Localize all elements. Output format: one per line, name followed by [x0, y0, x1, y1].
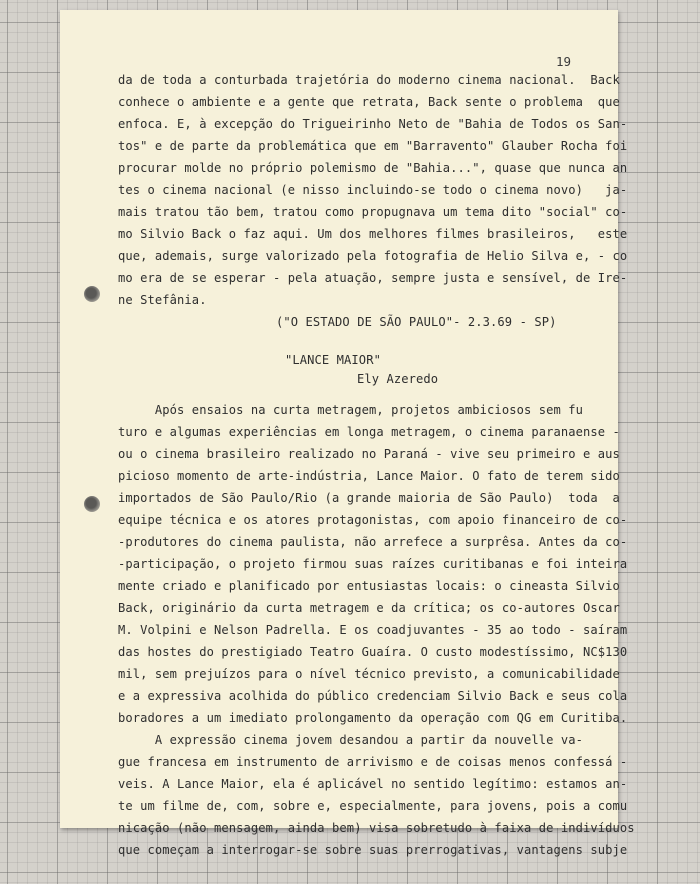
text-line: Back, originário da curta metragem e da crítica; os co-autores Oscar [118, 601, 620, 615]
article-title: "LANCE MAIOR" [285, 353, 381, 367]
text-line: nicação (não mensagem, ainda bem) visa sobretudo à faixa de indivíduos [118, 821, 635, 835]
text-line: conhece o ambiente e a gente que retrata, Back sente o problema que [118, 95, 620, 109]
text-line: tos" e de parte da problemática que em "Barravento" Glauber Rocha foi [118, 139, 628, 153]
text-line: turo e algumas experiências em longa metragem, o cinema paranaense - [118, 425, 620, 439]
text-line: mo era de se esperar - pela atuação, sempre justa e sensível, de Ire- [118, 271, 628, 285]
text-line: que começam a interrogar-se sobre suas prerrogativas, vantagens subje [118, 843, 628, 857]
text-line: equipe técnica e os atores protagonistas, com apoio financeiro de co- [118, 513, 628, 527]
text-line: que, ademais, surge valorizado pela fotografia de Helio Silva e, - co [118, 249, 628, 263]
punch-hole [84, 286, 100, 302]
text-line: mente criado e planificado por entusiastas locais: o cineasta Silvio [118, 579, 620, 593]
article-author: Ely Azeredo [357, 372, 439, 386]
text-line: te um filme de, com, sobre e, especialmente, para jovens, pois a comu [118, 799, 628, 813]
page-number: 19 [556, 54, 572, 69]
text-line: veis. A Lance Maior, ela é aplicável no sentido legítimo: estamos an- [118, 777, 628, 791]
text-line: M. Volpini e Nelson Padrella. E os coadjuvantes - 35 ao todo - saíram [118, 623, 628, 637]
text-line: gue francesa em instrumento de arrivismo e de coisas menos confessá - [118, 755, 628, 769]
punch-hole [84, 496, 100, 512]
text-line: mil, sem prejuízos para o nível técnico previsto, a comunicabilidade [118, 667, 620, 681]
typewritten-page [60, 10, 635, 857]
text-line: -produtores do cinema paulista, não arrefece a surprêsa. Antes da co- [118, 535, 628, 549]
source-citation: ("O ESTADO DE SÃO PAULO"- 2.3.69 - SP) [276, 315, 557, 329]
text-line: e a expressiva acolhida do público credenciam Silvio Back e seus cola [118, 689, 628, 703]
text-line: boradores a um imediato prolongamento da operação com QG em Curitiba. [118, 711, 628, 725]
text-line: ne Stefânia. [118, 293, 207, 307]
text-line: procurar molde no próprio polemismo de "Bahia...", quase que nunca an [118, 161, 628, 175]
text-line: ou o cinema brasileiro realizado no Paraná - vive seu primeiro e aus [118, 447, 620, 461]
text-line: da de toda a conturbada trajetória do moderno cinema nacional. Back [118, 73, 620, 87]
text-line: picioso momento de arte-indústria, Lance Maior. O fato de terem sido [118, 469, 620, 483]
text-line: mais tratou tão bem, tratou como propugnava um tema dito "social" co- [118, 205, 628, 219]
text-line: A expressão cinema jovem desandou a partir da nouvelle va- [118, 733, 584, 747]
text-line: importados de São Paulo/Rio (a grande maioria de São Paulo) toda a [118, 491, 620, 505]
text-line: enfoca. E, à excepção do Trigueirinho Neto de "Bahia de Todos os San- [118, 117, 628, 131]
text-line: tes o cinema nacional (e nisso incluindo-se todo o cinema novo) ja- [118, 183, 628, 197]
text-line: das hostes do prestigiado Teatro Guaíra. O custo modestíssimo, NC$130 [118, 645, 628, 659]
text-line: -participação, o projeto firmou suas raízes curitibanas e foi inteira [118, 557, 628, 571]
text-line: Após ensaios na curta metragem, projetos ambiciosos sem fu [118, 403, 584, 417]
text-line: mo Silvio Back o faz aqui. Um dos melhores filmes brasileiros, este [118, 227, 628, 241]
